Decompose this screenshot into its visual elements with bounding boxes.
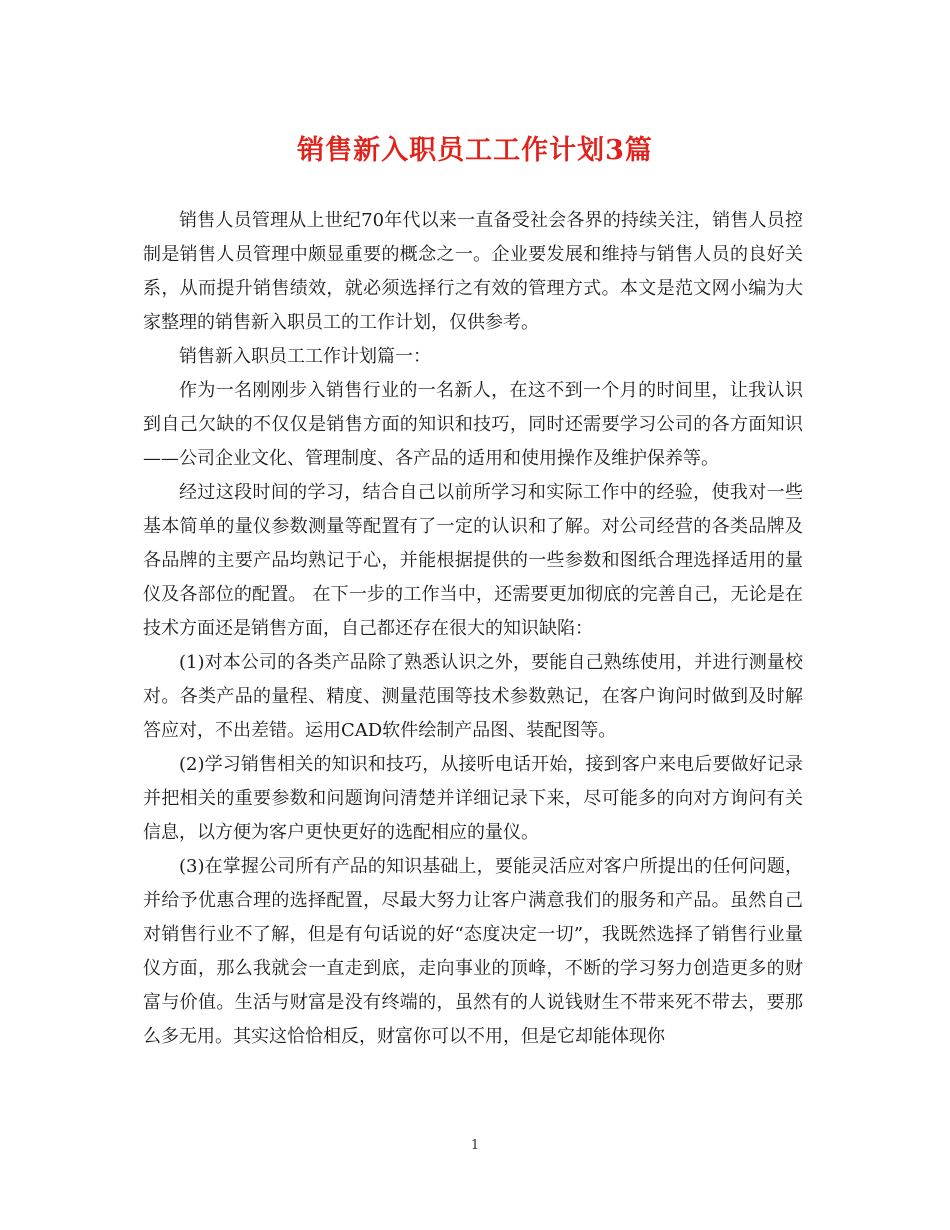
- document-title: 销售新入职员工工作计划3篇: [297, 135, 653, 166]
- paragraph-point-2: (2)学习销售相关的知识和技巧，从接听电话开始，接到客户来电后要做好记录并把相关的重要参数和问题询问清楚并详细记录下来，尽可能多的向对方询问有关信息，以方便为客户更快更好的选配相应的量仪。: [143, 754, 803, 843]
- page-number: 1: [470, 1138, 480, 1153]
- document-body: [143, 204, 803, 1054]
- paragraph-new-salesperson: 作为一名刚刚步入销售行业的一名新人，在这不到一个月的时间里，让我认识到自己欠缺的不仅仅是销售方面的知识和技巧，同时还需要学习公司的各方面知识——公司企业文化、管理制度、各产品的适用和使用操作及维护保养等。: [143, 380, 803, 469]
- paragraph-section-heading: 销售新入职员工工作计划篇一：: [179, 346, 431, 367]
- paragraph-point-1: (1)对本公司的各类产品除了熟悉认识之外，要能自己熟练使用，并进行测量校对。各类产品的量程、精度、测量范围等技术参数熟记，在客户询问时做到及时解答应对，不出差错。运用CAD软件绘制产品图、装配图等。: [143, 652, 803, 741]
- paragraph-intro: 销售人员管理从上世纪70年代以来一直备受社会各界的持续关注，销售人员控制是销售人员管理中颇显重要的概念之一。企业要发展和维持与销售人员的良好关系，从而提升销售绩效，就必须选择行之有效的管理方式。本文是范文网小编为大家整理的销售新入职员工的工作计划，仅供参考。: [143, 210, 803, 333]
- paragraph-point-3: (3)在掌握公司所有产品的知识基础上，要能灵活应对客户所提出的任何问题，并给予优惠合理的选择配置，尽最大努力让客户满意我们的服务和产品。虽然自己对销售行业不了解，但是有句话说的好“态度决定一切”，我既然选择了销售行业量仪方面，那么我就会一直走到底，走向事业的顶峰，不断的学习努力创造更多的财富与价值。生活与财富是没有终端的，虽然有的人说钱财生不带来死不带去，要那么多无用。其实这恰恰相反，财富你可以不用，但是它却能体现你: [143, 856, 803, 1047]
- paragraph-learning-experience: 经过这段时间的学习，结合自己以前所学习和实际工作中的经验，使我对一些基本简单的量仪参数测量等配置有了一定的认识和了解。对公司经营的各类品牌及各品牌的主要产品均熟记于心，并能根据提供的一些参数和图纸合理选择适用的量仪及各部位的配置。 在下一步的工作当中，还需要更加彻底的完善自己，无论是在技术方面还是销售方面，自己都还存在很大的知识缺陷：: [143, 482, 803, 639]
